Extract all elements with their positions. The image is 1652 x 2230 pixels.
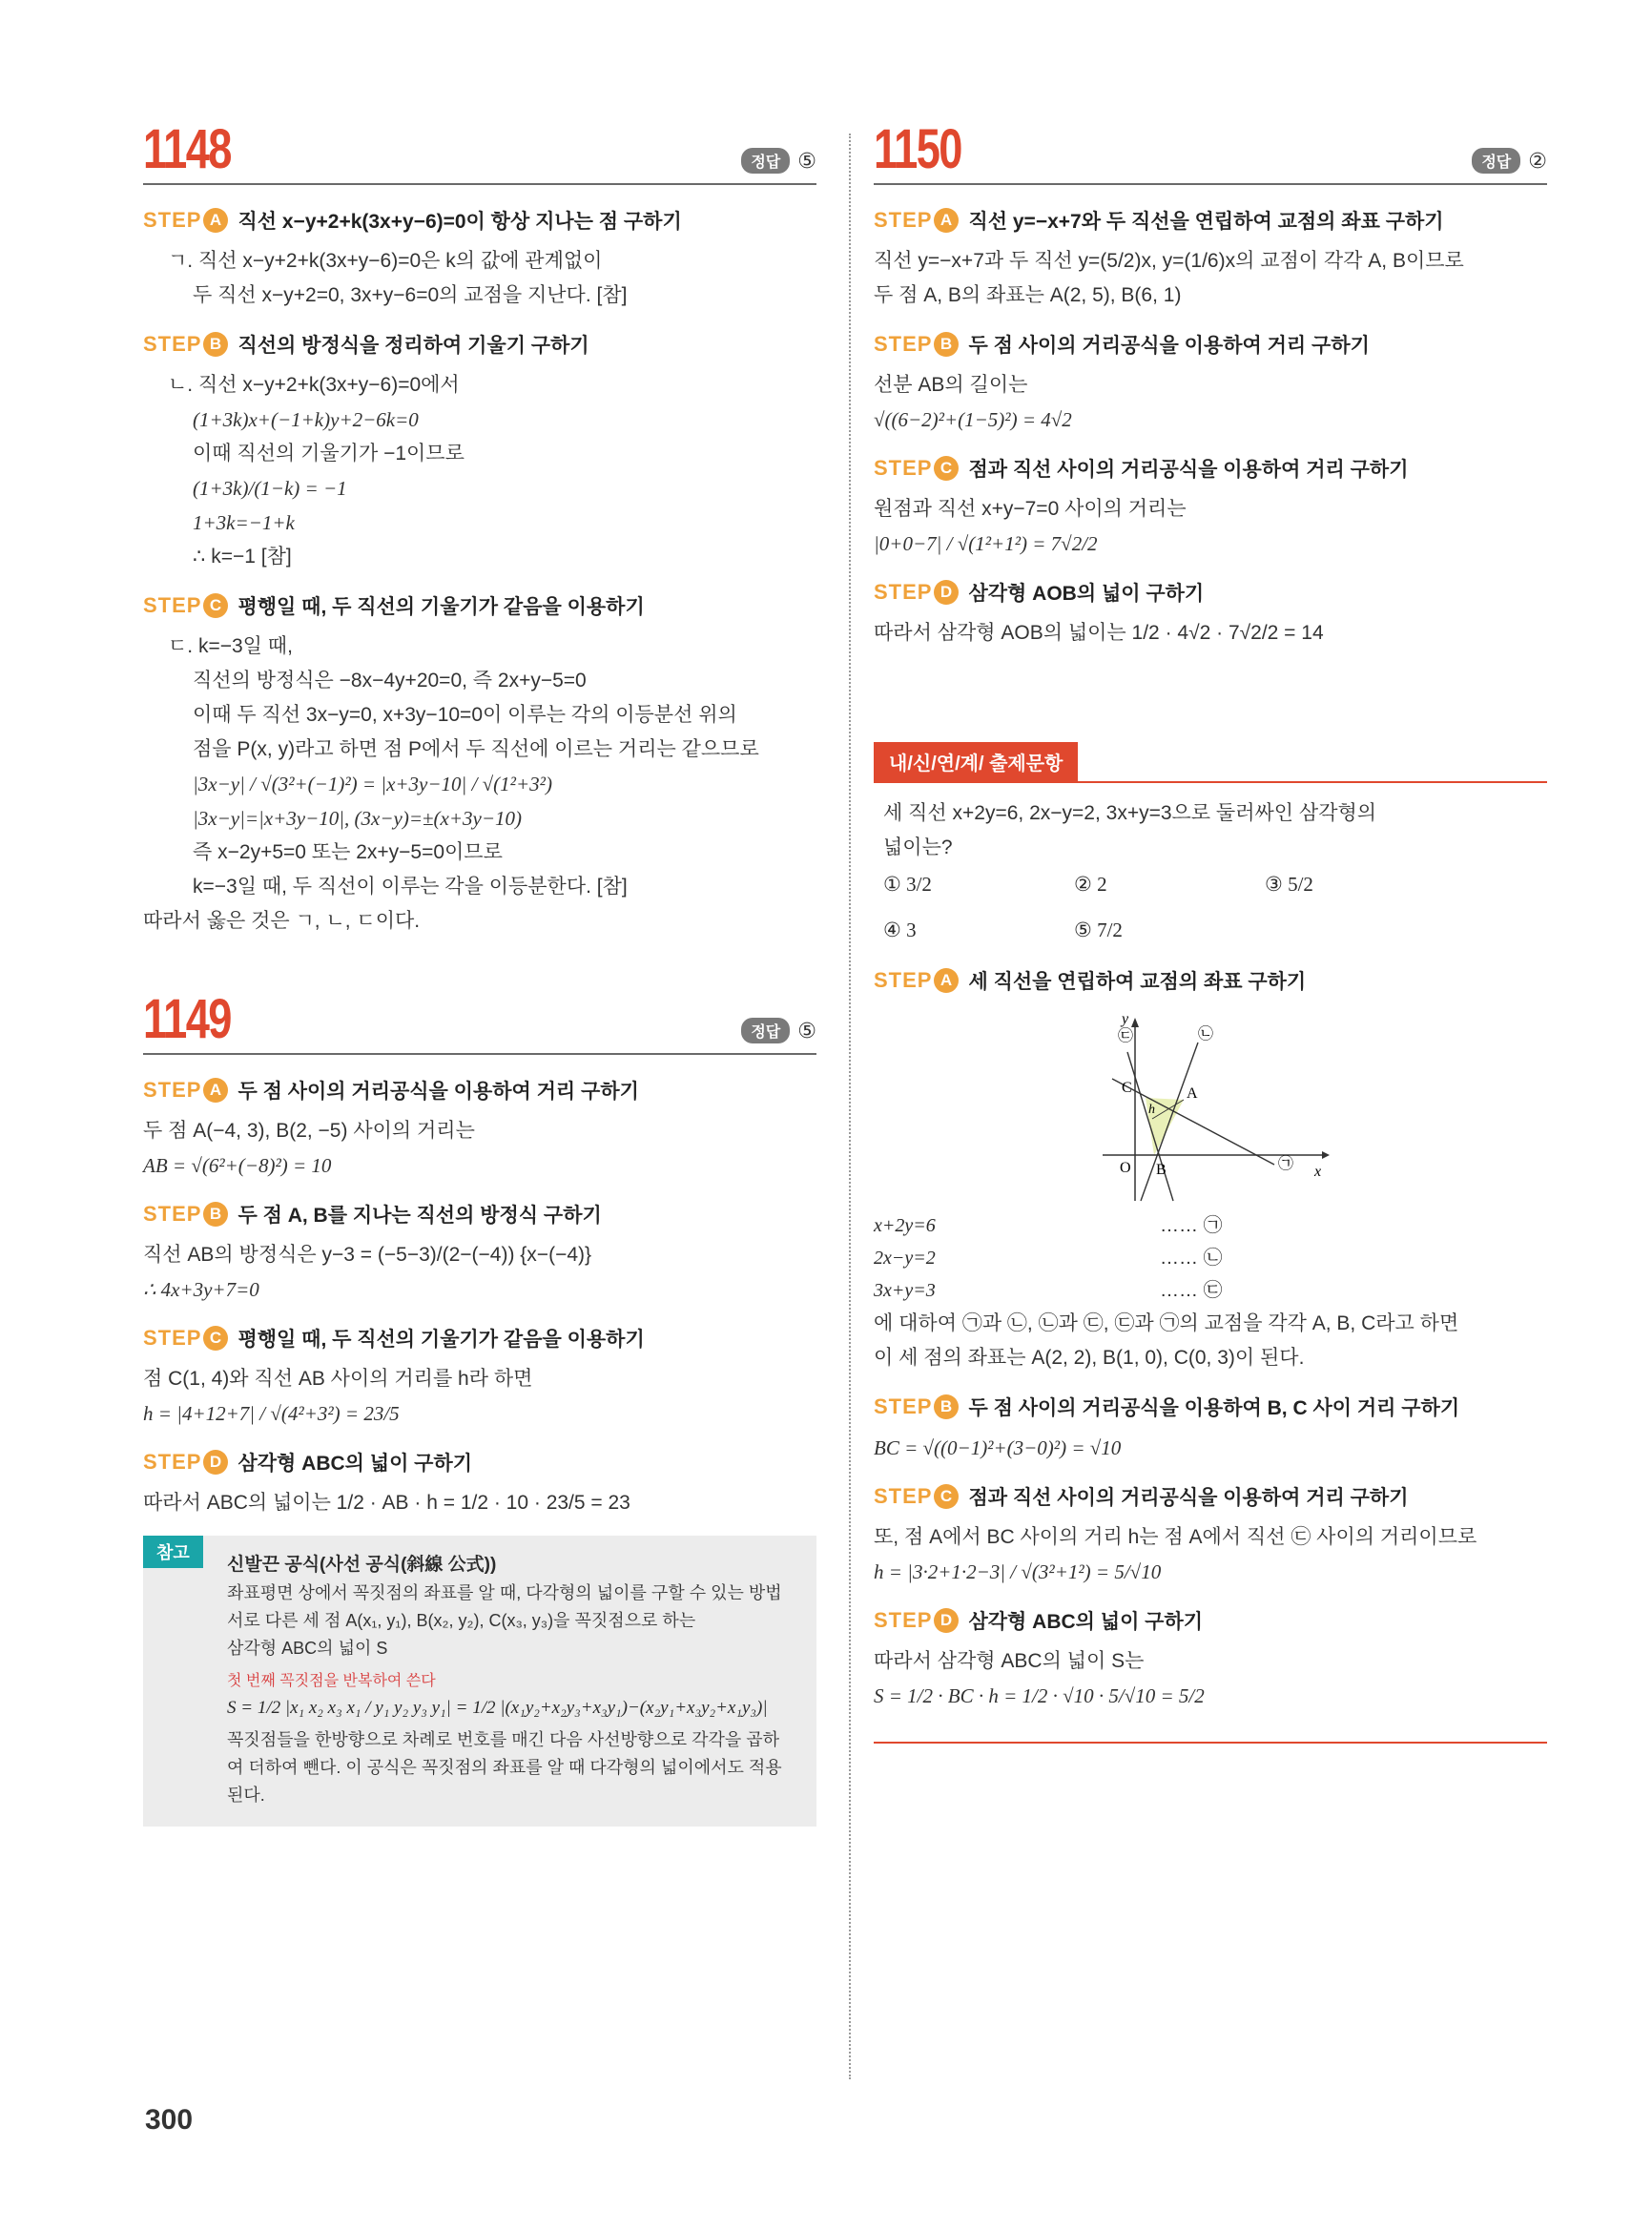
- step-block: [143, 1200, 816, 1307]
- step-block: [874, 966, 1547, 995]
- solution-line: |3x−y|=|x+3y−10|, (3x−y)=±(x+3y−10): [193, 807, 523, 830]
- solution-line: (1+3k)x+(−1+k)y+2−6k=0: [193, 408, 419, 431]
- solution-line: 두 점 A(−4, 3), B(2, −5) 사이의 거리는: [143, 1120, 475, 1142]
- step-block: [143, 1448, 816, 1520]
- step-title: 직선 y=−x+7와 두 직선을 연립하여 교점의 좌표 구하기: [968, 211, 1444, 233]
- answer-badge: 정답: [741, 148, 790, 174]
- left-column: [143, 118, 816, 1827]
- solution-line: 원점과 직선 x+y−7=0 사이의 거리는: [874, 498, 1187, 520]
- solution-line: 1+3k=−1+k: [193, 511, 295, 534]
- related-question: [874, 783, 1547, 865]
- triangle-graph: [1093, 1014, 1332, 1205]
- solution-line: 따라서 삼각형 ABC의 넓이 S는: [874, 1650, 1145, 1672]
- solution-line: h = |4+12+7| / √(4²+3²) = 23/5: [143, 1402, 400, 1425]
- step-tag: STEP A: [874, 968, 959, 993]
- step-tag: STEP C: [874, 456, 959, 481]
- x-label: x: [1314, 1164, 1322, 1180]
- answer-badge: 정답: [741, 1018, 790, 1043]
- step-tag: STEP A: [143, 1078, 228, 1103]
- shoelace-formula: S = 1/2 |x₁ x₂ x₃ x₁ / y₁ y₂ y₃ y₁| = 1/2 |(x₁y₂+x₂y₃+x₃y₁)−(x₂y₁+x₃y₂+x₁y₃)|: [227, 1698, 768, 1718]
- solution-line: k=−3일 때, 두 직선이 이루는 각을 이등분한다. [참]: [193, 876, 628, 898]
- step-block: [874, 330, 1547, 437]
- equation-tag: …… ㉠: [1160, 1215, 1223, 1236]
- solution-line: 두 직선 x−y+2=0, 3x+y−6=0의 교점을 지난다. [참]: [193, 284, 628, 306]
- step-block: [874, 1482, 1547, 1589]
- problem-number: 1150: [874, 118, 961, 180]
- solution-line: |0+0−7| / √(1²+1²) = 7√2/2: [874, 532, 1098, 555]
- equation-row: [874, 1274, 1547, 1307]
- solution-line: |3x−y| / √(3²+(−1)²) = |x+3y−10| / √(1²+3²): [193, 773, 552, 795]
- solution-line: 직선의 방정식은 −8x−4y+20=0, 즉 2x+y−5=0: [193, 670, 587, 692]
- note-footer: 여 더하여 뺀다. 이 공식은 꼭짓점의 좌표를 알 때 다각형의 넓이에서도 적용: [227, 1758, 782, 1777]
- step-block: [874, 454, 1547, 561]
- step-block: [874, 578, 1547, 650]
- solution-line: 두 점 A, B의 좌표는 A(2, 5), B(6, 1): [874, 284, 1182, 306]
- step-title: 세 직선을 연립하여 교점의 좌표 구하기: [968, 971, 1307, 993]
- step-title: 두 점 사이의 거리공식을 이용하여 B, C 사이 거리 구하기: [968, 1397, 1460, 1419]
- solution-line: 또, 점 A에서 BC 사이의 거리 h는 점 A에서 직선 ㉢ 사이의 거리이므로: [874, 1526, 1477, 1548]
- solution-line: 이때 두 직선 3x−y=0, x+3y−10=0이 이루는 각의 이등분선 위의: [193, 704, 737, 726]
- note-footer: 꼭짓점들을 한방향으로 차례로 번호를 매긴 다음 사선방향으로 각각을 곱하: [227, 1730, 780, 1749]
- step-title: 직선의 방정식을 정리하여 기울기 구하기: [237, 335, 589, 357]
- solution-line: BC = √((0−1)²+(3−0)²) = √10: [874, 1436, 1122, 1459]
- y-label: y: [1122, 1014, 1129, 1027]
- step-title: 삼각형 ABC의 넓이 구하기: [237, 1453, 473, 1475]
- point-a-label: A: [1187, 1085, 1198, 1102]
- note-text: 서로 다른 세 점 A(x₁, y₁), B(x₂, y₂), C(x₃, y₃)을 꼭짓점으로 하는: [227, 1611, 696, 1630]
- column-divider: [849, 134, 851, 2079]
- step-block: [143, 591, 816, 939]
- solution-line: 따라서 삼각형 AOB의 넓이는 1/2 · 4√2 · 7√2/2 = 14: [874, 622, 1324, 644]
- origin-label: O: [1120, 1160, 1131, 1176]
- answer-box: [1472, 148, 1547, 174]
- step-block: [874, 1393, 1547, 1465]
- equation-row: [874, 1242, 1547, 1274]
- step-tag: STEP A: [874, 208, 959, 233]
- point-b-label: B: [1156, 1162, 1167, 1178]
- step-tag: STEP D: [874, 580, 959, 605]
- solution-line: √((6−2)²+(1−5)²) = 4√2: [874, 408, 1072, 431]
- answer-value: ⑤: [797, 148, 816, 173]
- step-title: 두 점 A, B를 지나는 직선의 방정식 구하기: [237, 1205, 602, 1227]
- note-text: 삼각형 ABC의 넓이 S: [227, 1639, 388, 1658]
- banner-label: 내/신/연/계/ 출제문항: [874, 742, 1078, 781]
- solution-line: ∴ 4x+3y+7=0: [143, 1278, 259, 1301]
- problem-header-1149: [143, 988, 816, 1055]
- answer-box: [741, 1018, 816, 1043]
- problem-number: 1149: [143, 988, 231, 1050]
- equation-list: [874, 1209, 1547, 1307]
- line-1-label: ㉠: [1278, 1156, 1294, 1172]
- solution-line: 점 C(1, 4)와 직선 AB 사이의 거리를 h라 하면: [143, 1368, 533, 1390]
- point-c-label: C: [1122, 1080, 1132, 1096]
- step-tag: STEP D: [874, 1608, 959, 1633]
- choice-2[interactable]: ② 2: [1074, 873, 1107, 896]
- answer-value: ⑤: [797, 1018, 816, 1043]
- solution-line: AB = √(6²+(−8)²) = 10: [143, 1154, 332, 1177]
- y-axis-arrow: [1131, 1018, 1139, 1027]
- solution-line: ㄱ. 직선 x−y+2+k(3x+y−6)=0은 k의 값에 관계없이: [168, 250, 603, 272]
- problem-header-1148: [143, 118, 816, 185]
- solution-line: 따라서 ABC의 넓이는 1/2 · AB · h = 1/2 · 10 · 23/5 = 23: [143, 1492, 630, 1514]
- related-banner: [874, 742, 1547, 783]
- reference-note: [143, 1536, 816, 1827]
- step-block: [874, 206, 1547, 313]
- choice-5[interactable]: ⑤ 7/2: [1074, 919, 1123, 941]
- x-axis-arrow: [1322, 1151, 1330, 1159]
- section-end-rule: [874, 1742, 1547, 1744]
- solution-line: h = |3·2+1·2−3| / √(3²+1²) = 5/√10: [874, 1560, 1162, 1583]
- solution-line: 이 세 점의 좌표는 A(2, 2), B(1, 0), C(0, 3)이 된다.: [874, 1347, 1305, 1369]
- answer-box: [741, 148, 816, 174]
- note-text: 좌표평면 상에서 꼭짓점의 좌표를 알 때, 다각형의 넓이를 구할 수 있는 방법: [227, 1583, 782, 1602]
- equation-tag: …… ㉡: [1160, 1248, 1223, 1269]
- solution-line: 이때 직선의 기울기가 −1이므로: [193, 443, 465, 465]
- step-tag: STEP C: [143, 593, 228, 618]
- step-title: 점과 직선 사이의 거리공식을 이용하여 거리 구하기: [968, 459, 1409, 481]
- step-title: 평행일 때, 두 직선의 기울기가 같음을 이용하기: [237, 596, 645, 618]
- solution-line: ㄴ. 직선 x−y+2+k(3x+y−6)=0에서: [168, 374, 460, 396]
- choice-3[interactable]: ③ 5/2: [1265, 873, 1313, 896]
- step-tag: STEP D: [143, 1450, 228, 1475]
- page-number: 300: [145, 2104, 194, 2136]
- choice-1[interactable]: ① 3/2: [883, 873, 932, 896]
- equation-tag: …… ㉢: [1160, 1280, 1223, 1301]
- step-title: 점과 직선 사이의 거리공식을 이용하여 거리 구하기: [968, 1487, 1409, 1509]
- step-tag: STEP C: [143, 1326, 228, 1351]
- choice-4[interactable]: ④ 3: [883, 919, 917, 941]
- question-line: 넓이는?: [883, 836, 953, 858]
- equation: 2x−y=2: [874, 1248, 936, 1269]
- step-tag: STEP C: [874, 1484, 959, 1509]
- step-tag: STEP A: [143, 208, 228, 233]
- problem-header-1150: [874, 118, 1547, 185]
- solution-line: ㄷ. k=−3일 때,: [168, 635, 293, 657]
- step-title: 두 점 사이의 거리공식을 이용하여 거리 구하기: [237, 1081, 639, 1103]
- choice-list: [874, 865, 1547, 949]
- solution-line: 에 대하여 ㉠과 ㉡, ㉡과 ㉢, ㉢과 ㉠의 교점을 각각 A, B, C라고 하면: [874, 1312, 1459, 1334]
- note-footer: 된다.: [227, 1786, 265, 1805]
- line-3-label: ㉢: [1118, 1028, 1134, 1044]
- note-tag: 참고: [143, 1536, 203, 1568]
- solution-line: S = 1/2 · BC · h = 1/2 · √10 · 5/√10 = 5/2: [874, 1684, 1205, 1707]
- solution-line: 따라서 옳은 것은 ㄱ, ㄴ, ㄷ이다.: [143, 910, 421, 932]
- step-title: 두 점 사이의 거리공식을 이용하여 거리 구하기: [968, 335, 1370, 357]
- solution-line: 즉 x−2y+5=0 또는 2x+y−5=0이므로: [193, 841, 503, 863]
- step-block: [143, 330, 816, 574]
- step-block: [143, 1324, 816, 1431]
- step-tag: STEP B: [143, 1202, 228, 1227]
- right-column: [874, 118, 1547, 1744]
- solution-line: 점을 P(x, y)라고 하면 점 P에서 두 직선에 이르는 거리는 같으므로: [193, 738, 759, 760]
- answer-value: ②: [1528, 148, 1547, 173]
- step-tag: STEP B: [874, 1394, 959, 1419]
- answer-badge: 정답: [1472, 148, 1520, 174]
- step-title: 삼각형 ABC의 넓이 구하기: [968, 1611, 1204, 1633]
- problem-number: 1148: [143, 118, 231, 180]
- step-title: 직선 x−y+2+k(3x+y−6)=0이 항상 지나는 점 구하기: [237, 211, 682, 233]
- equation: x+2y=6: [874, 1215, 936, 1236]
- line-2-label: ㉡: [1198, 1026, 1214, 1043]
- step-tag: STEP B: [874, 332, 959, 357]
- step-block: [143, 206, 816, 313]
- note-title: 신발끈 공식(사선 공식(斜線 公式)): [227, 1555, 497, 1575]
- question-line: 세 직선 x+2y=6, 2x−y=2, 3x+y=3으로 둘러싸인 삼각형의: [883, 802, 1377, 824]
- equation-row: [874, 1209, 1547, 1242]
- solution-line: (1+3k)/(1−k) = −1: [193, 477, 347, 500]
- solution-line: 선분 AB의 길이는: [874, 374, 1028, 396]
- solution-line: ∴ k=−1 [참]: [193, 546, 292, 568]
- solution-line: 직선 AB의 방정식은 y−3 = (−5−3)/(2−(−4)) {x−(−4)}: [143, 1244, 592, 1266]
- note-red-label: 첫 번째 꼭짓점을 반복하여 쓴다: [227, 1673, 436, 1689]
- step-block: [874, 1606, 1547, 1713]
- step-block: [143, 1076, 816, 1183]
- height-label: h: [1148, 1103, 1155, 1117]
- step-title: 삼각형 AOB의 넓이 구하기: [968, 583, 1205, 605]
- solution-line: 직선 y=−x+7과 두 직선 y=(5/2)x, y=(1/6)x의 교점이 각각 A, B이므로: [874, 250, 1464, 272]
- step-title: 평행일 때, 두 직선의 기울기가 같음을 이용하기: [237, 1329, 645, 1351]
- equation: 3x+y=3: [874, 1280, 936, 1301]
- step-tag: STEP B: [143, 332, 228, 357]
